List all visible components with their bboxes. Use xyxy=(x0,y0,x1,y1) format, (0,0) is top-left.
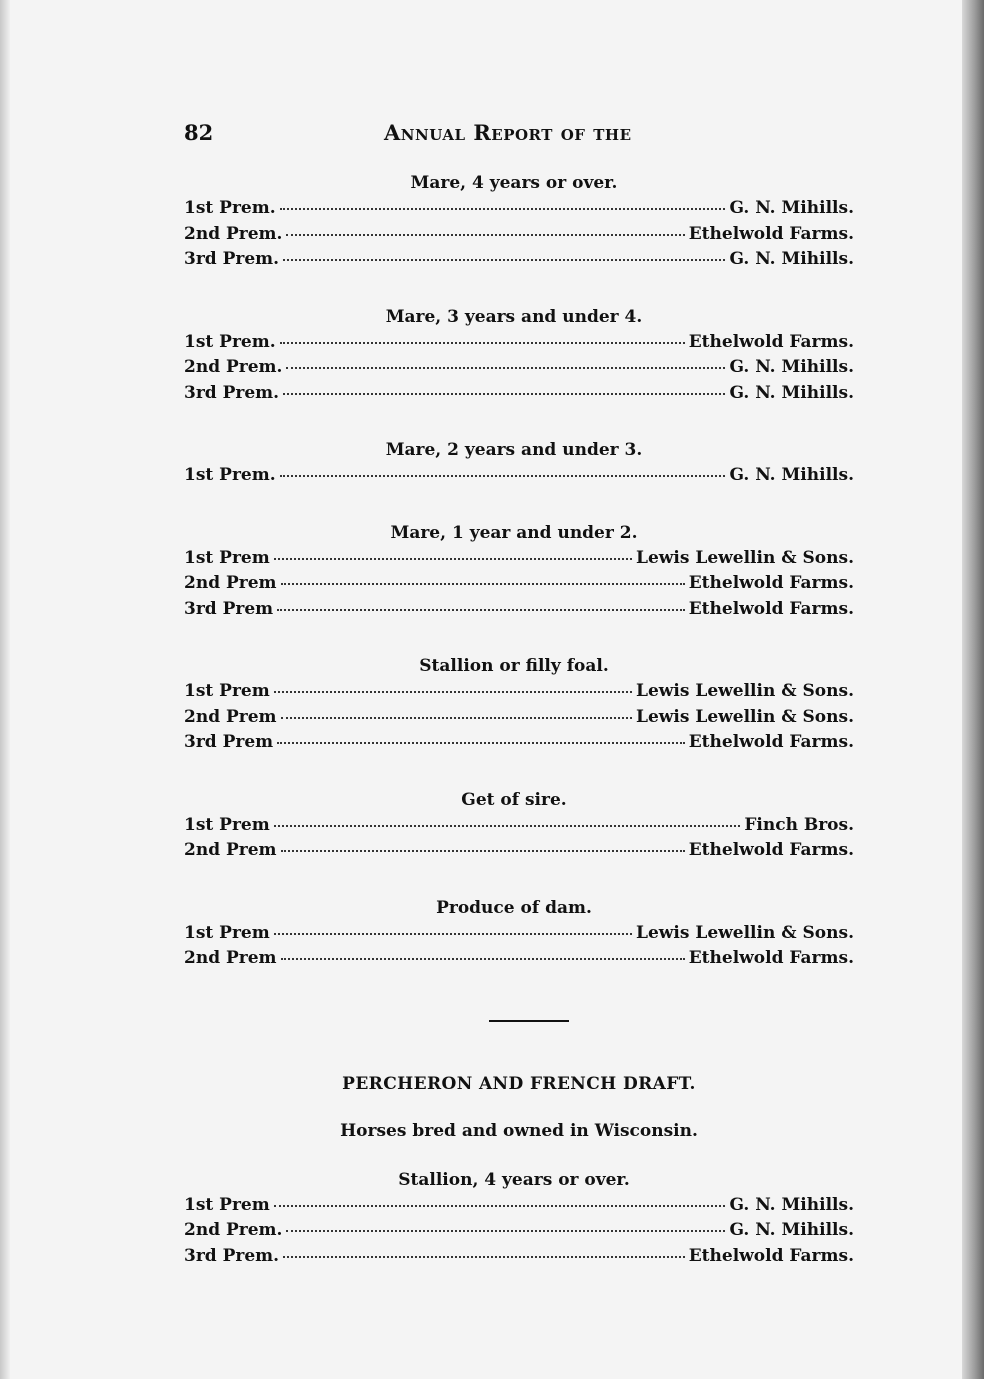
page-edge-left xyxy=(0,0,10,1379)
dot-leader xyxy=(274,825,741,827)
winner-name: Ethelwold Farms. xyxy=(688,573,854,593)
premium-row xyxy=(184,571,854,597)
dot-leader xyxy=(281,583,685,585)
premium-label: 2nd Prem. xyxy=(184,223,283,244)
premium-label: 2nd Prem xyxy=(184,840,277,860)
premium-label: 1st Prem. xyxy=(184,198,276,218)
winner-name: G. N. Mihills. xyxy=(729,1194,854,1215)
premium-label: 1st Prem xyxy=(184,922,270,943)
winner-name: Lewis Lewellin & Sons. xyxy=(636,922,854,943)
dot-leader xyxy=(281,850,685,852)
page-content xyxy=(184,170,854,1300)
section-title: Produce of dam. xyxy=(436,897,592,918)
premium-row xyxy=(184,463,854,489)
premium-row xyxy=(184,1193,854,1219)
dot-leader xyxy=(274,933,632,935)
section-title: Mare, 4 years or over. xyxy=(410,173,618,193)
premium-label: 3rd Prem. xyxy=(184,1245,280,1266)
winner-name: G. N. Mihills. xyxy=(729,465,854,485)
premium-row xyxy=(184,330,854,356)
premium-row xyxy=(184,597,854,623)
premium-row xyxy=(184,381,854,407)
dot-leader xyxy=(286,234,684,236)
winner-name: G. N. Mihills. xyxy=(729,357,854,377)
premium-label: 2nd Prem xyxy=(184,948,277,968)
premium-row xyxy=(184,813,854,839)
award-section xyxy=(184,170,854,273)
premium-row xyxy=(184,679,854,705)
premium-label: 1st Prem xyxy=(184,1194,270,1215)
winner-name: Lewis Lewellin & Sons. xyxy=(636,547,854,568)
premium-label: 1st Prem. xyxy=(184,331,276,352)
dot-leader xyxy=(281,717,632,719)
section-title: Stallion or filly foal. xyxy=(419,656,609,676)
premium-row xyxy=(184,838,854,864)
dot-leader xyxy=(274,1205,726,1207)
winner-name: Lewis Lewellin & Sons. xyxy=(636,706,854,727)
premium-label: 3rd Prem. xyxy=(184,249,280,269)
award-section xyxy=(184,304,854,407)
section-divider-rule xyxy=(489,1020,569,1022)
premium-label: 1st Prem xyxy=(184,547,270,568)
page-number: 82 xyxy=(184,120,214,145)
winner-name: G. N. Mihills. xyxy=(729,382,854,403)
premium-row xyxy=(184,355,854,381)
section-title: Mare, 1 year and under 2. xyxy=(390,522,638,543)
premium-label: 2nd Prem xyxy=(184,573,277,593)
section-title: Stallion, 4 years or over. xyxy=(398,1169,630,1190)
dot-leader xyxy=(277,609,685,611)
premium-label: 3rd Prem xyxy=(184,732,274,752)
dot-leader xyxy=(277,742,685,744)
premium-row xyxy=(184,196,854,222)
dot-leader xyxy=(283,259,725,261)
section-title: Mare, 2 years and under 3. xyxy=(385,440,643,460)
winner-name: Ethelwold Farms. xyxy=(688,331,854,352)
award-section xyxy=(184,787,854,864)
page-header xyxy=(0,120,984,150)
dot-leader xyxy=(280,208,726,210)
premium-row xyxy=(184,222,854,248)
dot-leader xyxy=(280,475,726,477)
dot-leader xyxy=(283,1256,685,1258)
winner-name: Ethelwold Farms. xyxy=(688,598,854,619)
winner-name: Ethelwold Farms. xyxy=(688,223,854,244)
dot-leader xyxy=(286,1230,725,1232)
premium-row xyxy=(184,705,854,731)
winner-name: G. N. Mihills. xyxy=(729,1220,854,1240)
award-section xyxy=(184,1167,854,1270)
premium-label: 2nd Prem. xyxy=(184,357,283,377)
section-title: Get of sire. xyxy=(461,789,567,810)
section-title: Mare, 3 years and under 4. xyxy=(385,306,643,327)
winner-name: Lewis Lewellin & Sons. xyxy=(636,681,854,701)
dot-leader xyxy=(274,691,632,693)
premium-label: 1st Prem. xyxy=(184,465,276,485)
winner-name: Finch Bros. xyxy=(744,814,854,835)
premium-label: 2nd Prem. xyxy=(184,1220,283,1240)
winner-name: Ethelwold Farms. xyxy=(688,840,854,860)
running-head: Annual Report of the xyxy=(384,120,632,145)
dot-leader xyxy=(283,393,725,395)
premium-row xyxy=(184,946,854,972)
winner-name: Ethelwold Farms. xyxy=(688,948,854,968)
premium-label: 3rd Prem xyxy=(184,598,274,619)
award-section xyxy=(184,437,854,489)
premium-row xyxy=(184,546,854,572)
award-section xyxy=(184,895,854,972)
premium-label: 1st Prem xyxy=(184,814,270,835)
winner-name: Ethelwold Farms. xyxy=(688,732,854,752)
winner-name: G. N. Mihills. xyxy=(729,198,854,218)
premium-row xyxy=(184,1244,854,1270)
premium-label: 2nd Prem xyxy=(184,706,277,727)
winner-name: G. N. Mihills. xyxy=(729,249,854,269)
winner-name: Ethelwold Farms. xyxy=(688,1245,854,1266)
premium-row xyxy=(184,1218,854,1244)
premium-label: 3rd Prem. xyxy=(184,382,280,403)
dot-leader xyxy=(274,558,632,560)
dot-leader xyxy=(281,958,685,960)
premium-row xyxy=(184,921,854,947)
award-section xyxy=(184,520,854,623)
dot-leader xyxy=(280,342,685,344)
dot-leader xyxy=(286,367,725,369)
breed-heading: PERCHERON AND FRENCH DRAFT. xyxy=(342,1073,696,1094)
page-edge-right xyxy=(962,0,984,1379)
breed-subheading: Horses bred and owned in Wisconsin. xyxy=(340,1120,698,1141)
award-section xyxy=(184,653,854,756)
premium-label: 1st Prem xyxy=(184,681,270,701)
premium-row xyxy=(184,730,854,756)
premium-row xyxy=(184,247,854,273)
